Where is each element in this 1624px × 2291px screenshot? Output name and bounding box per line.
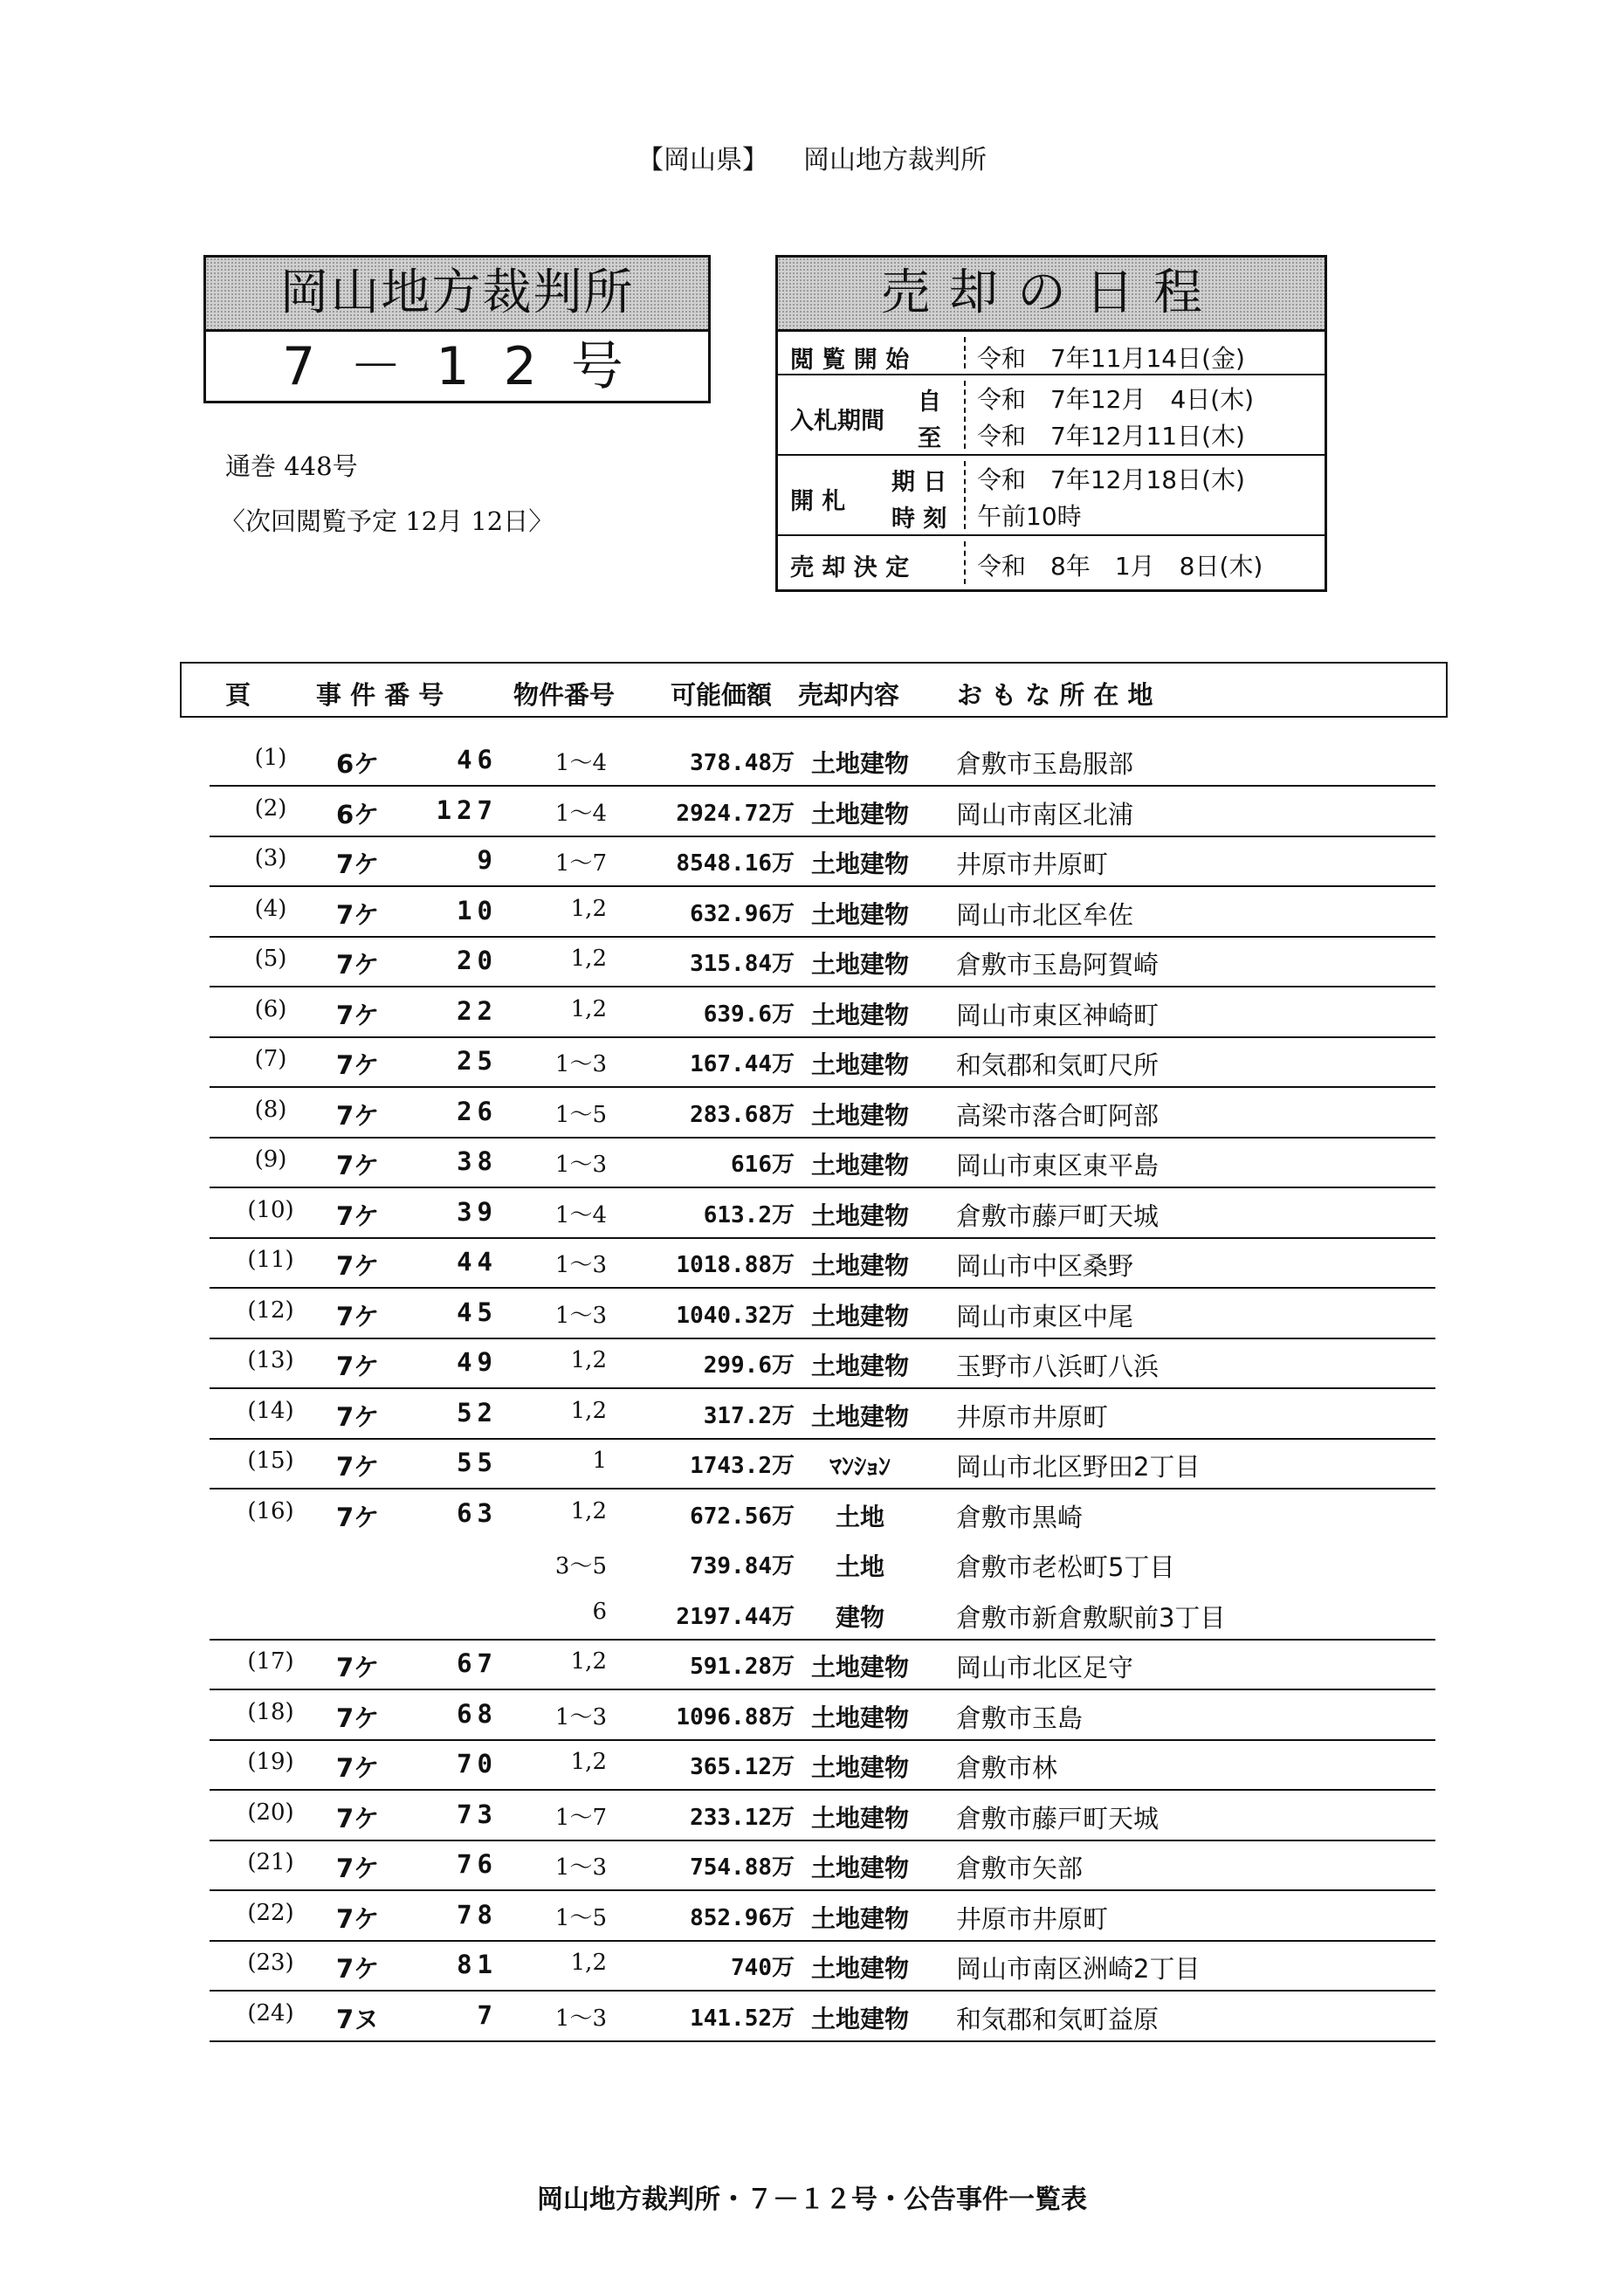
item-number: 1,2 xyxy=(570,1950,607,1976)
item-number: 1～3 xyxy=(554,1703,607,1730)
sale-type: 土地建物 xyxy=(810,850,909,878)
item-number: 1～3 xyxy=(554,1252,607,1278)
address: 岡山市北区野田2丁目 xyxy=(956,1452,1201,1482)
price-value: 740万 xyxy=(731,1955,795,1981)
item-number: 1,2 xyxy=(570,1497,607,1524)
sale-type: 土地建物 xyxy=(810,1151,909,1180)
price-value: 2924.72万 xyxy=(676,800,795,827)
table-row xyxy=(210,1489,1435,1538)
sale-type: 土地建物 xyxy=(810,1251,909,1280)
schedule-bidding-row xyxy=(778,375,1325,456)
address: 倉敷市玉島 xyxy=(956,1703,1084,1733)
table-row xyxy=(210,1590,1435,1641)
item-number: 1～3 xyxy=(554,2005,607,2032)
address: 玉野市八浜町八浜 xyxy=(956,1352,1160,1381)
item-number: 1～5 xyxy=(554,1101,607,1128)
price-value: 1040.32万 xyxy=(676,1302,795,1329)
title-court: 岡山地方裁判所 xyxy=(206,258,708,332)
row-number: (19) xyxy=(247,1749,294,1775)
row-number: (7) xyxy=(254,1046,287,1072)
price-value: 2197.44万 xyxy=(676,1603,795,1630)
row-number: (15) xyxy=(247,1448,294,1474)
title-issue-number: 7 － 1 2 号 xyxy=(282,336,632,397)
case-era: 7ケ xyxy=(336,1653,380,1682)
case-number: 73 xyxy=(457,1799,498,1829)
table-row xyxy=(210,1791,1435,1841)
price-value: 1743.2万 xyxy=(690,1453,795,1479)
table-row xyxy=(210,1389,1435,1440)
case-era: 6ケ xyxy=(336,749,380,779)
address: 倉敷市藤戸町天城 xyxy=(956,1803,1160,1833)
price-value: 233.12万 xyxy=(690,1804,795,1831)
item-number: 1～3 xyxy=(554,1152,607,1178)
address: 岡山市北区牟佐 xyxy=(956,899,1134,930)
row-number: (23) xyxy=(247,1950,294,1976)
case-number: 26 xyxy=(457,1096,498,1126)
case-era: 7ケ xyxy=(336,1000,380,1030)
case-era: 7ヌ xyxy=(336,2004,380,2034)
address: 倉敷市新倉敷駅前3丁目 xyxy=(956,1602,1226,1633)
case-era: 7ケ xyxy=(336,1301,380,1331)
table-row xyxy=(210,1289,1435,1339)
viewing-start-label: 閲 覧 開 始 xyxy=(790,347,910,374)
price-value: 616万 xyxy=(731,1152,795,1178)
price-value: 613.2万 xyxy=(703,1201,795,1228)
schedule-opening-row xyxy=(778,456,1325,536)
table-row xyxy=(210,1840,1435,1891)
address: 倉敷市藤戸町天城 xyxy=(956,1201,1160,1231)
price-value: 317.2万 xyxy=(703,1402,795,1429)
address: 倉敷市玉島服部 xyxy=(956,749,1134,779)
case-number: 49 xyxy=(457,1347,498,1377)
price-value: 283.68万 xyxy=(690,1101,795,1128)
address: 岡山市南区北浦 xyxy=(956,799,1134,829)
row-number: (11) xyxy=(247,1247,294,1273)
price-value: 378.48万 xyxy=(690,750,795,776)
case-era: 7ケ xyxy=(336,1452,380,1482)
sale-type: 土地建物 xyxy=(810,1803,909,1833)
table-row xyxy=(210,1439,1435,1489)
address: 倉敷市玉島阿賀崎 xyxy=(956,950,1160,980)
item-number: 6 xyxy=(592,1598,607,1625)
price-value: 591.28万 xyxy=(690,1654,795,1680)
opening-time-value: 午前10時 xyxy=(977,502,1082,531)
case-era: 7ケ xyxy=(336,1401,380,1432)
row-number: (16) xyxy=(247,1497,294,1524)
case-number: 78 xyxy=(457,1899,498,1930)
viewing-start-value: 令和 7年11月14日(金) xyxy=(977,344,1245,373)
row-number: (9) xyxy=(254,1146,287,1173)
address: 岡山市中区桑野 xyxy=(956,1251,1134,1281)
table-row xyxy=(210,836,1435,887)
row-number: (24) xyxy=(247,1999,294,2026)
table-row xyxy=(210,987,1435,1038)
table-row xyxy=(210,937,1435,987)
address: 高梁市落合町阿部 xyxy=(956,1100,1160,1131)
price-value: 739.84万 xyxy=(690,1553,795,1579)
item-number: 1～4 xyxy=(554,750,607,776)
issue-title-box xyxy=(203,255,711,403)
row-number: (21) xyxy=(247,1849,294,1875)
table-row xyxy=(210,887,1435,938)
header-address: お も な 所 在 地 xyxy=(957,680,1153,710)
header-page: 頁 xyxy=(225,680,251,710)
bidding-label: 入札期間 xyxy=(790,408,884,435)
table-row xyxy=(210,1188,1435,1239)
sale-type: 土地建物 xyxy=(810,1352,909,1380)
case-number: 20 xyxy=(457,946,498,975)
case-number: 38 xyxy=(457,1146,498,1176)
case-era: 7ケ xyxy=(336,1854,380,1883)
sale-type: 土地建物 xyxy=(810,899,909,929)
table-row xyxy=(210,1941,1435,1992)
table-row xyxy=(210,1088,1435,1139)
item-number: 1,2 xyxy=(570,946,607,972)
case-number: 127 xyxy=(436,795,498,825)
price-value: 1018.88万 xyxy=(676,1252,795,1278)
item-number: 1,2 xyxy=(570,895,607,922)
bidding-to-value: 令和 7年12月11日(木) xyxy=(977,422,1245,451)
item-number: 1 xyxy=(592,1448,607,1474)
table-row xyxy=(210,1690,1435,1741)
opening-date-label: 期 日 xyxy=(891,469,947,496)
page-header xyxy=(0,138,1624,176)
sale-type: 土地 xyxy=(835,1502,884,1531)
case-era: 7ケ xyxy=(336,1151,380,1180)
case-era: 7ケ xyxy=(336,1502,380,1532)
item-number: 1,2 xyxy=(570,1648,607,1675)
row-number: (1) xyxy=(254,745,287,771)
price-value: 754.88万 xyxy=(690,1854,795,1881)
item-number: 1,2 xyxy=(570,1749,607,1775)
case-number: 9 xyxy=(477,845,498,875)
address: 和気郡和気町益原 xyxy=(956,2004,1160,2034)
address: 井原市井原町 xyxy=(956,1401,1109,1432)
row-number: (12) xyxy=(247,1297,294,1324)
sale-type: 土地建物 xyxy=(810,950,909,979)
sale-type: 土地建物 xyxy=(810,1050,909,1079)
price-value: 632.96万 xyxy=(690,900,795,927)
decision-value: 令和 8年 1月 8日(木) xyxy=(977,552,1263,581)
address: 倉敷市林 xyxy=(956,1753,1058,1783)
case-era: 7ケ xyxy=(336,1050,380,1080)
prefecture-label: 【岡山県】 xyxy=(637,145,768,175)
address: 井原市井原町 xyxy=(956,1903,1109,1934)
price-value: 1096.88万 xyxy=(676,1703,795,1730)
case-number: 39 xyxy=(457,1196,498,1227)
case-number: 81 xyxy=(457,1950,498,1979)
case-number: 25 xyxy=(457,1046,498,1076)
price-value: 299.6万 xyxy=(703,1352,795,1379)
item-number: 1,2 xyxy=(570,995,607,1022)
row-number: (14) xyxy=(247,1397,294,1424)
item-number: 1～4 xyxy=(554,1201,607,1228)
row-number: (5) xyxy=(254,946,287,972)
sale-type: 土地建物 xyxy=(810,1703,909,1732)
case-number: 67 xyxy=(457,1648,498,1678)
row-number: (10) xyxy=(247,1196,294,1223)
case-number: 52 xyxy=(457,1397,498,1428)
header-item: 物件番号 xyxy=(513,680,616,710)
bidding-from-label: 自 xyxy=(918,389,941,416)
sale-type: ﾏﾝｼｮﾝ xyxy=(829,1452,891,1481)
header-type: 売却内容 xyxy=(798,680,900,710)
bidding-from-value: 令和 7年12月 4日(木) xyxy=(977,385,1255,414)
table-row xyxy=(210,1992,1435,2042)
case-era: 6ケ xyxy=(336,799,380,829)
case-era: 7ケ xyxy=(336,1251,380,1281)
item-number: 1～5 xyxy=(554,1904,607,1931)
sale-type: 土地建物 xyxy=(810,1854,909,1882)
next-viewing-date: 〈次回閲覧予定 12月 12日〉 xyxy=(220,506,554,536)
row-number: (4) xyxy=(254,895,287,922)
court-label: 岡山地方裁判所 xyxy=(803,145,987,175)
case-era: 7ケ xyxy=(336,1803,380,1833)
row-number: (20) xyxy=(247,1799,294,1826)
case-number: 10 xyxy=(457,895,498,925)
item-number: 1～7 xyxy=(554,1804,607,1831)
address: 和気郡和気町尺所 xyxy=(956,1050,1160,1080)
header-case: 事 件 番 号 xyxy=(316,680,444,710)
table-row xyxy=(210,1539,1435,1588)
case-number: 63 xyxy=(457,1497,498,1528)
item-number: 1,2 xyxy=(570,1397,607,1424)
row-number: (6) xyxy=(254,995,287,1022)
case-era: 7ケ xyxy=(336,850,380,879)
sale-type: 土地建物 xyxy=(810,1100,909,1130)
address: 岡山市東区東平島 xyxy=(956,1151,1160,1180)
item-number: 1～4 xyxy=(554,800,607,827)
case-era: 7ケ xyxy=(336,899,380,930)
bidding-to-label: 至 xyxy=(918,425,941,452)
price-value: 141.52万 xyxy=(690,2005,795,2032)
sale-type: 土地建物 xyxy=(810,749,909,778)
schedule-viewing-row xyxy=(778,332,1325,375)
price-value: 639.6万 xyxy=(703,1001,795,1028)
header-price: 可能価額 xyxy=(671,680,773,710)
case-number: 22 xyxy=(457,995,498,1026)
sale-type: 土地建物 xyxy=(810,1201,909,1230)
address: 岡山市東区神崎町 xyxy=(956,1000,1160,1030)
item-number: 1～3 xyxy=(554,1051,607,1077)
case-number: 68 xyxy=(457,1698,498,1729)
item-number: 1～3 xyxy=(554,1302,607,1329)
schedule-title: 売却の日程 xyxy=(778,258,1325,332)
address: 倉敷市黒崎 xyxy=(956,1502,1084,1532)
price-value: 672.56万 xyxy=(690,1503,795,1530)
price-value: 852.96万 xyxy=(690,1904,795,1931)
address: 倉敷市矢部 xyxy=(956,1854,1084,1883)
case-number: 76 xyxy=(457,1849,498,1879)
row-number: (18) xyxy=(247,1698,294,1725)
case-number: 55 xyxy=(457,1448,498,1477)
sale-type: 土地建物 xyxy=(810,799,909,829)
sale-type: 土地建物 xyxy=(810,1954,909,1983)
table-row xyxy=(210,1238,1435,1289)
case-era: 7ケ xyxy=(336,1753,380,1783)
table-row xyxy=(210,1338,1435,1389)
table-row xyxy=(210,1640,1435,1690)
sale-type: 土地建物 xyxy=(810,1753,909,1782)
table-header xyxy=(180,662,1448,718)
sale-schedule-box xyxy=(775,255,1327,592)
table-row xyxy=(210,736,1435,787)
case-era: 7ケ xyxy=(336,1703,380,1733)
case-era: 7ケ xyxy=(336,1954,380,1984)
row-number: (22) xyxy=(247,1899,294,1926)
row-number: (8) xyxy=(254,1096,287,1123)
volume-number: 通巻 448号 xyxy=(225,451,358,481)
case-era: 7ケ xyxy=(336,1201,380,1231)
table-row xyxy=(210,1740,1435,1791)
case-number: 70 xyxy=(457,1749,498,1778)
sale-type: 土地 xyxy=(835,1552,884,1581)
table-row xyxy=(210,1037,1435,1088)
case-era: 7ケ xyxy=(336,1352,380,1381)
price-value: 8548.16万 xyxy=(676,850,795,877)
sale-type: 土地建物 xyxy=(810,1653,909,1682)
opening-time-label: 時 刻 xyxy=(891,506,947,533)
address: 岡山市東区中尾 xyxy=(956,1301,1134,1331)
address: 倉敷市老松町5丁目 xyxy=(956,1552,1175,1582)
item-number: 1～7 xyxy=(554,850,607,877)
sale-type: 土地建物 xyxy=(810,1301,909,1331)
sale-type: 土地建物 xyxy=(810,1401,909,1431)
case-era: 7ケ xyxy=(336,1903,380,1934)
address: 岡山市北区足守 xyxy=(956,1653,1134,1682)
case-number: 7 xyxy=(477,1999,498,2030)
case-number: 44 xyxy=(457,1247,498,1276)
price-value: 315.84万 xyxy=(690,951,795,977)
opening-label: 開 札 xyxy=(790,488,846,515)
address: 岡山市南区洲崎2丁目 xyxy=(956,1954,1201,1984)
row-number: (13) xyxy=(247,1347,294,1373)
row-number: (2) xyxy=(254,795,287,822)
case-number: 46 xyxy=(457,745,498,774)
sale-type: 建物 xyxy=(835,1602,884,1632)
table-row xyxy=(210,1891,1435,1942)
case-number: 45 xyxy=(457,1297,498,1327)
item-number: 3～5 xyxy=(554,1553,607,1579)
address: 井原市井原町 xyxy=(956,850,1109,879)
table-row xyxy=(210,787,1435,837)
price-value: 167.44万 xyxy=(690,1051,795,1077)
row-number: (3) xyxy=(254,845,287,871)
item-number: 1～3 xyxy=(554,1854,607,1881)
page-footer: 岡山地方裁判所・７－１２号・公告事件一覧表 xyxy=(537,2184,1087,2215)
decision-label: 売 却 決 定 xyxy=(790,554,910,581)
row-number: (17) xyxy=(247,1648,294,1675)
sale-type: 土地建物 xyxy=(810,1903,909,1933)
sale-type: 土地建物 xyxy=(810,2004,909,2033)
case-era: 7ケ xyxy=(336,950,380,980)
price-value: 365.12万 xyxy=(690,1754,795,1780)
case-era: 7ケ xyxy=(336,1100,380,1131)
sale-type: 土地建物 xyxy=(810,1000,909,1029)
schedule-decision-row xyxy=(778,536,1325,589)
opening-date-value: 令和 7年12月18日(木) xyxy=(977,465,1245,494)
item-number: 1,2 xyxy=(570,1347,607,1373)
table-row xyxy=(210,1138,1435,1188)
